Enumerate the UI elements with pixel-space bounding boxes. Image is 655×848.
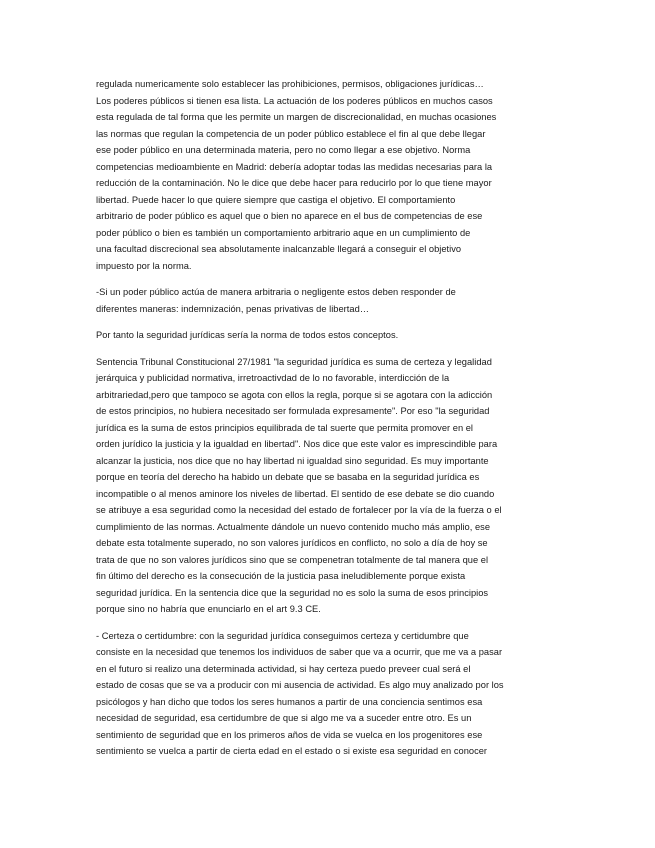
text-line: jerárquica y publicidad normativa, irretroactivdad de lo no favorable, interdicción de la <box>96 373 450 383</box>
text-line: jurídica es la suma de estos principios equilibrada de tal suerte que permita promover en el <box>96 422 474 433</box>
paragraph <box>96 284 566 317</box>
text-line: seguridad jurídica. En la sentencia dice que la seguridad no es solo la suma de esos principios <box>96 587 489 598</box>
paragraph-spacer <box>96 618 566 628</box>
paragraph-spacer <box>96 317 566 327</box>
paragraph <box>96 628 566 760</box>
text-line: trata de que no son valores jurídicos sino que se compenetran totalmente de tal manera que el <box>96 554 489 565</box>
paragraph <box>96 327 566 344</box>
text-line: debate esta totalmente superado, no son valores jurídicos en conflicto, no solo a día de hoy se <box>96 538 488 548</box>
text-line: reducción de la contaminación. No le dice que debe hacer para reducirlo por lo que tiene mayor <box>96 178 492 188</box>
text-line: poder público o bien es también un comportamiento arbitrario aque en un cumplimiento de <box>96 227 471 238</box>
text-line: impuesto por la norma. <box>96 260 192 271</box>
text-line: sentimiento de seguridad que en los primeros años de vida se vuelca en los progenitores ese <box>96 729 483 740</box>
text-line: Sentencia Tribunal Constitucional 27/1981 "la seguridad jurídica es suma de certeza y legalidad <box>96 356 492 367</box>
text-line: Por tanto la seguridad jurídicas sería la norma de todos estos conceptos. <box>96 330 399 340</box>
text-line: porque sino no habría que enunciarlo en el art 9.3 CE. <box>96 604 321 614</box>
paragraph <box>96 76 566 274</box>
text-line: arbitrario de poder público es aquel que o bien no aparece en el bus de competencias de ese <box>96 211 483 221</box>
text-line: ese poder público en una determinada materia, pero no como llegar a ese objetivo. Norma <box>96 145 471 155</box>
text-line: Los poderes públicos si tienen esa lista. La actuación de los poderes públicos en muchos casos <box>96 95 493 106</box>
text-line: cumplimiento de las normas. Actualmente dándole un nuevo contenido mucho más amplio, ese <box>96 521 491 532</box>
text-line: las normas que regulan la competencia de un poder público establece el fin al que debe llegar <box>96 128 486 139</box>
text-line: esta regulada de tal forma que les permite un margen de discrecionalidad, en muchas ocasiones <box>96 112 497 122</box>
text-line: necesidad de seguridad, esa certidumbre de que si algo me va a suceder entre otro. Es un <box>96 713 472 723</box>
text-line: incompatible o al menos aminore los niveles de libertad. El sentido de ese debate se dio cuando <box>96 488 495 499</box>
paragraph-spacer <box>96 274 566 284</box>
text-line: se atribuye a esa seguridad como la necesidad del estado de fortalecer por la vía de la fuerza o el <box>96 505 502 515</box>
text-line: estado de cosas que se va a producir con mi ausencia de actividad. Es algo muy analizado por los <box>96 680 504 690</box>
text-line: consiste en la necesidad que tenemos los individuos de saber que va a ocurrir, que me va a pasar <box>96 647 503 657</box>
text-line: alcanzar la justicia, nos dice que no hay libertad ni igualdad sino seguridad. Es muy importante <box>96 455 489 466</box>
text-line: sentimiento se vuelca a partir de cierta edad en el estado o si existe esa seguridad en conocer <box>96 746 488 756</box>
text-line: -Si un poder público actúa de manera arbitraria o negligente estos deben responder de <box>96 287 456 297</box>
text-line: competencias medioambiente en Madrid: debería adoptar todas las medidas necesarias para la <box>96 161 493 172</box>
text-line: una facultad discrecional sea absolutamente inalcanzable llegará a conseguir el objetivo <box>96 244 462 254</box>
text-line: psicólogos y han dicho que todos los seres humanos a partir de una conciencia sentimos esa <box>96 696 483 707</box>
text-line: diferentes maneras: indemnización, penas privativas de libertad… <box>96 303 370 314</box>
text-line: porque en teoría del derecho ha habido un debate que se basaba en la seguridad jurídica es <box>96 472 480 482</box>
text-line: regulada numericamente solo establecer las prohibiciones, permisos, obligaciones jurídicas… <box>96 79 484 89</box>
text-line: arbitrariedad,pero que tampoco se agota con ellos la regla, porque si se agotara con la adicción <box>96 389 493 400</box>
text-line: de estos principios, no hubiera necesitado ser formulada expresamente". Por eso "la seguridad <box>96 406 490 416</box>
text-line: en el futuro si realizo una determinada actividad, si hay certeza puedo preveer cual será el <box>96 663 471 674</box>
text-line: fin último del derecho es la consecución de la justicia pasa ineludiblemente porque exista <box>96 571 466 581</box>
text-line: libertad. Puede hacer lo que quiere siempre que castiga el objetivo. El comportamiento <box>96 194 456 205</box>
paragraph-spacer <box>96 344 566 354</box>
paragraph <box>96 354 566 618</box>
text-line: - Certeza o certidumbre: con la seguridad jurídica conseguimos certeza y certidumbre que <box>96 630 469 641</box>
document-body <box>96 76 566 760</box>
text-line: orden jurídico la justicia y la igualdad en libertad". Nos dice que este valor es imprescindible para <box>96 439 498 449</box>
